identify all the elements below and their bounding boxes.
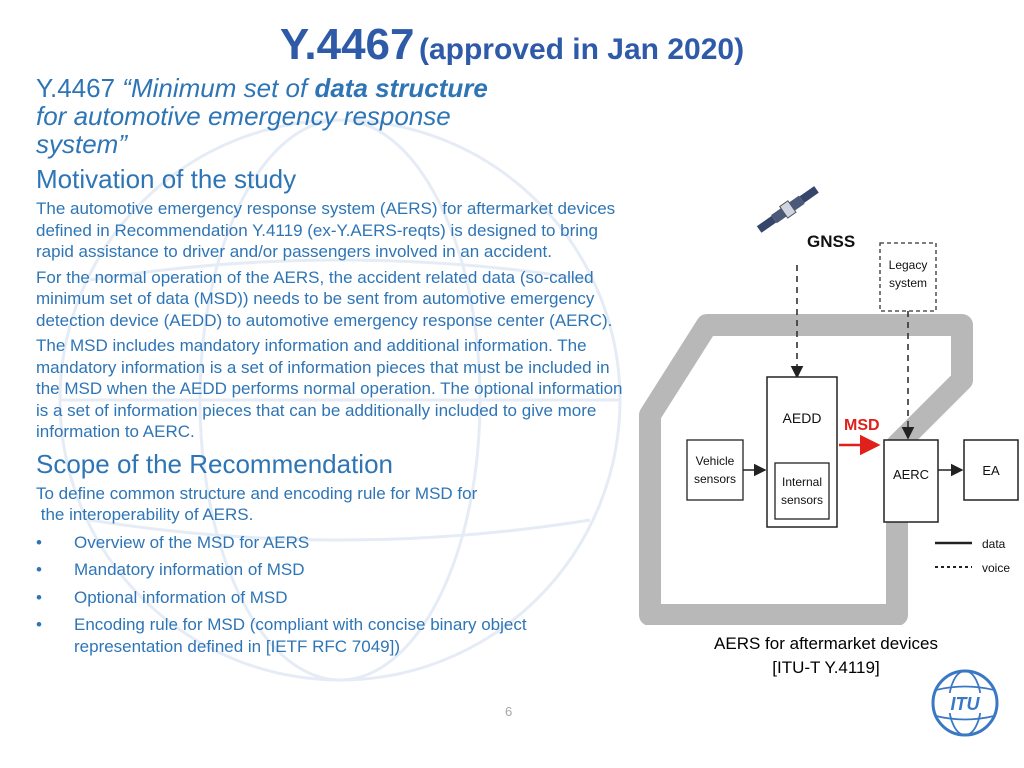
rec-title-prefix: Y.4467 — [36, 73, 123, 103]
caption-line-1: AERS for aftermarket devices — [714, 634, 938, 653]
list-item — [36, 532, 636, 554]
aerc-label: AERC — [892, 467, 930, 482]
rec-title-bold: data structure — [314, 73, 488, 103]
bullet-text: Optional information of MSD — [74, 587, 288, 607]
rec-title-line3: system” — [36, 129, 127, 159]
caption-line-2: [ITU-T Y.4119] — [772, 658, 880, 677]
bullet-text: Encoding rule for MSD (compliant with concise binary object representation defined in [IETF RFC 7049]) — [74, 615, 527, 656]
bullet-text: Mandatory information of MSD — [74, 560, 305, 579]
scope-heading: Scope of the Recommendation — [36, 448, 393, 479]
motivation-paragraph-1: The automotive emergency response system (AERS) for aftermarket devices defined in Recommendation Y.4119 (ex-Y.AERS-reqts) is designed to bring rapid assistance to driver and/or passengers involved in an accident. — [36, 199, 616, 261]
content-column — [36, 74, 636, 657]
aedd-label: AEDD — [782, 410, 822, 426]
internal-label-1: Internal — [781, 475, 823, 489]
ea-label: EA — [982, 463, 1000, 478]
bullet-symbol: • — [36, 587, 42, 607]
scope-bullet-list — [36, 532, 636, 658]
bullet-text: Overview of the MSD for AERS — [74, 532, 310, 552]
vehicle-label-2: sensors — [693, 472, 737, 486]
legacy-label-1: Legacy — [888, 258, 928, 272]
internal-label-2: sensors — [780, 493, 824, 507]
scope-intro-line2: the interoperability of AERS. — [36, 505, 254, 524]
legend-voice-label: voice — [982, 561, 1011, 575]
title-status: (approved in Jan 2020) — [418, 33, 745, 66]
msd-label: MSD — [844, 417, 880, 434]
legacy-label-2: system — [888, 276, 928, 290]
rec-title-line2: for automotive emergency response — [36, 101, 451, 131]
motivation-paragraph-3: The MSD includes mandatory information and additional information. The mandatory information is a set of information pieces that must be included in the MSD when the AEDD performs normal operation. The optional information is a set of information pieces that can be additionally included to give more information to AERC. — [36, 336, 623, 441]
satellite-icon — [755, 185, 820, 235]
itu-logo-icon — [930, 668, 1000, 738]
aers-diagram — [632, 185, 1022, 625]
internal-sensors-box — [775, 463, 829, 519]
scope-intro — [36, 483, 636, 526]
list-item — [36, 559, 636, 581]
page-number: 6 — [505, 704, 513, 719]
bullet-symbol: • — [36, 560, 42, 579]
scope-intro-line1: To define common structure and encoding rule for MSD for — [36, 483, 478, 503]
recommendation-title — [36, 74, 636, 158]
list-item — [36, 614, 636, 657]
page-title — [0, 20, 1024, 70]
legend-data-label: data — [982, 537, 1006, 551]
bullet-symbol: • — [36, 532, 42, 552]
svg-text:ITU: ITU — [950, 694, 980, 714]
vehicle-sensors-box — [687, 440, 743, 500]
vehicle-label-1: Vehicle — [695, 454, 735, 468]
title-number: Y.4467 — [279, 20, 415, 69]
rec-title-italic: “Minimum set of — [122, 73, 315, 103]
gnss-label: GNSS — [807, 232, 856, 251]
motivation-paragraph-2: For the normal operation of the AERS, the accident related data (so-called minimum set of data (MSD)) needs to be sent from automotive emergency detection device (AEDD) to automotive emergency response center (AERC). — [36, 267, 613, 330]
list-item — [36, 587, 636, 609]
motivation-heading: Motivation of the study — [36, 164, 297, 194]
bullet-symbol: • — [36, 615, 42, 634]
